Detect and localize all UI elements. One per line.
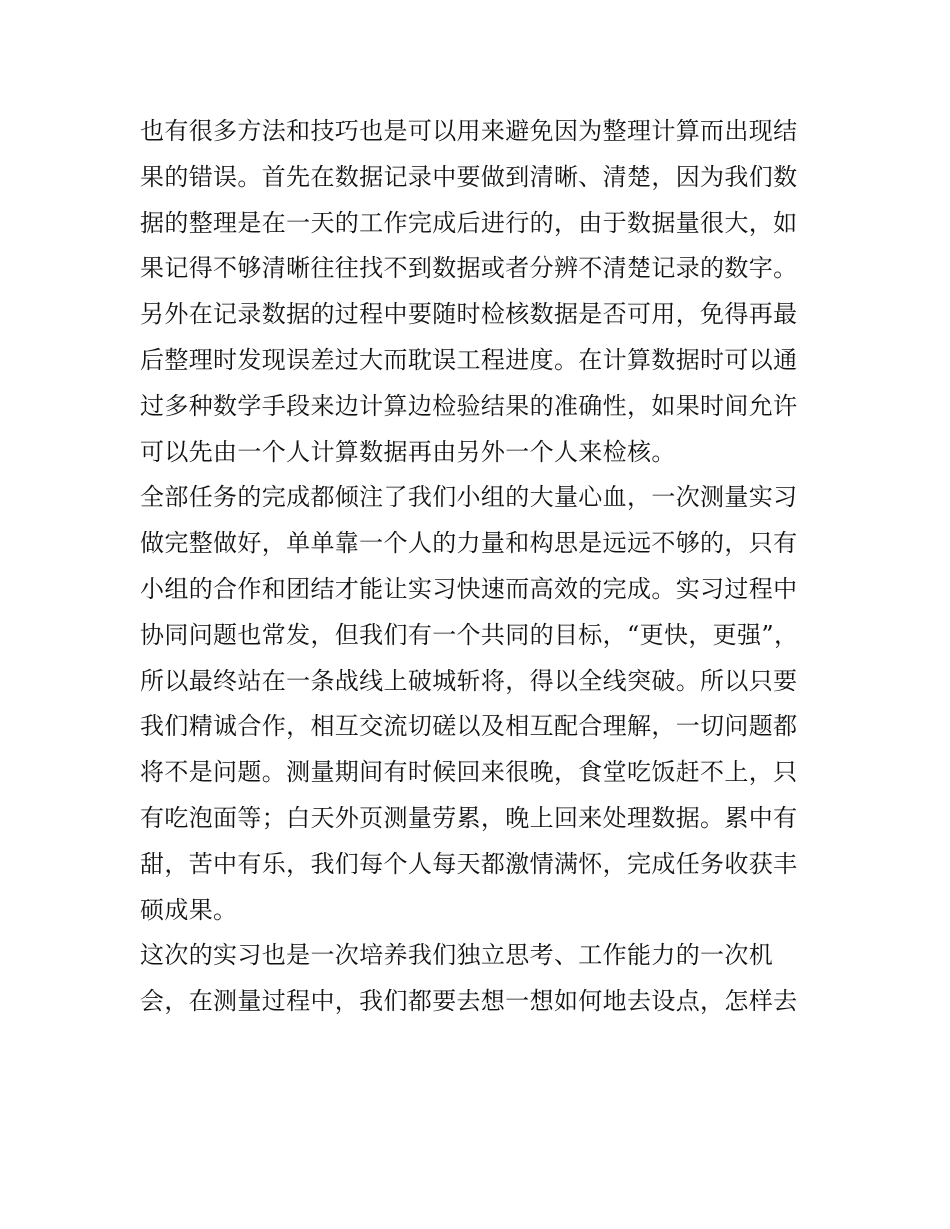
text-line: 硕成果。 (140, 895, 238, 924)
text-line: 这次的实习也是一次培养我们独立思考、工作能力的一次机 (140, 941, 774, 970)
text-line: 做完整做好，单单靠一个人的力量和构思是远远不够的，只有 (140, 529, 798, 558)
text-line: 全部任务的完成都倾注了我们小组的大量心血，一次测量实习 (140, 483, 798, 512)
text-line: 甜，苦中有乐，我们每个人每天都激情满怀，完成任务收获丰 (140, 849, 798, 878)
text-line: 过多种数学手段来边计算边检验结果的准确性，如果时间允许 (140, 391, 798, 420)
text-line: 也有很多方法和技巧也是可以用来避免因为整理计算而出现结 (140, 117, 798, 145)
text-line: 有吃泡面等；白天外页测量劳累，晚上回来处理数据。累中有 (140, 803, 798, 832)
text-line: 果的错误。首先在数据记录中要做到清晰、清楚，因为我们数 (140, 162, 798, 191)
text-line: 后整理时发现误差过大而耽误工程进度。在计算数据时可以通 (140, 345, 798, 374)
text-line: 将不是问题。测量期间有时候回来很晚，食堂吃饭赶不上，只 (140, 758, 798, 787)
text-line: 据的整理是在一天的工作完成后进行的，由于数据量很大，如 (140, 208, 798, 237)
text-line: 可以先由一个人计算数据再由另外一个人来检核。 (140, 437, 676, 466)
text-line: 所以最终站在一条战线上破城斩将，得以全线突破。所以只要 (140, 666, 798, 695)
text-line: 果记得不够清晰往往找不到数据或者分辨不清楚记录的数字。 (140, 254, 798, 283)
text-line: 我们精诚合作，相互交流切磋以及相互配合理解，一切问题都 (140, 712, 798, 741)
body-text (140, 109, 820, 1025)
text-line: 协同问题也常发，但我们有一个共同的目标，“更快，更强”， (140, 620, 799, 649)
text-line: 会，在测量过程中，我们都要去想一想如何地去设点，怎样去 (140, 987, 798, 1016)
text-line: 另外在记录数据的过程中要随时检核数据是否可用，免得再最 (140, 300, 798, 329)
text-line: 小组的合作和团结才能让实习快速而高效的完成。实习过程中 (140, 574, 798, 603)
